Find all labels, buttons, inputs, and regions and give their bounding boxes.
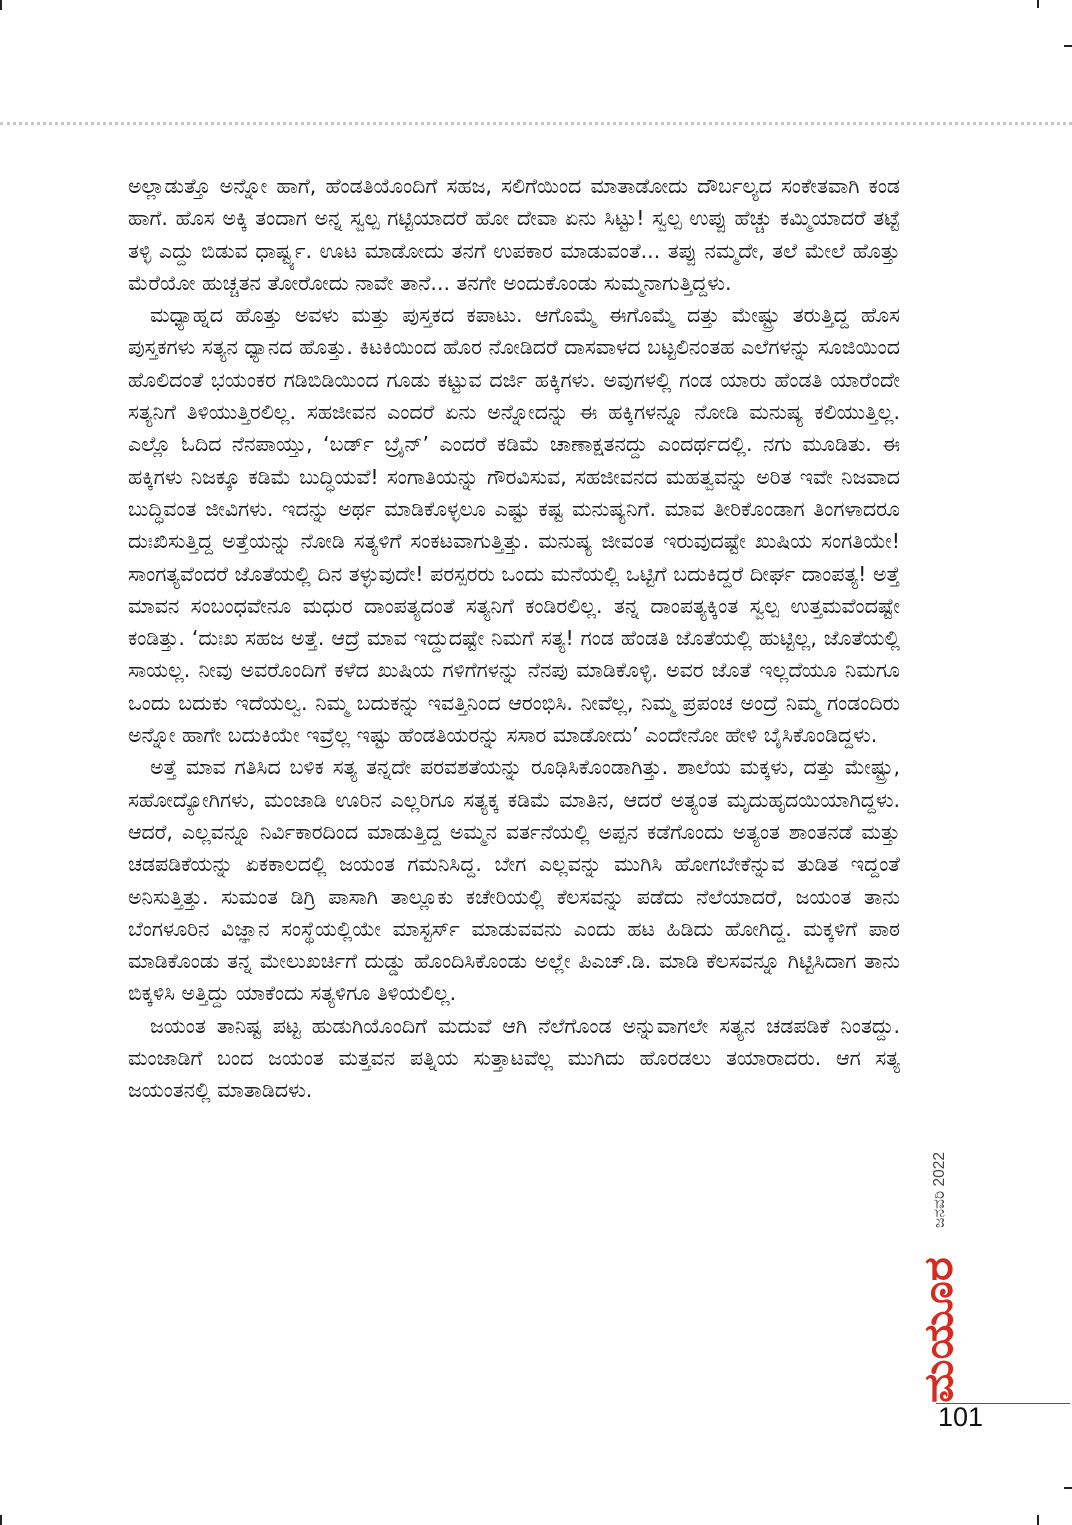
paragraph: ಅಲ್ಲಾಡುತ್ತೊ ಅನ್ನೋ ಹಾಗೆ, ಹೆಂಡತಿಯೊಂದಿಗೆ ಸಹಜ, ಸಲಿಗೆಯಿಂದ ಮಾತಾಡೋದು ದೌರ್ಬಲ್ಯದ ಸಂಕೇತವಾಗಿ ಕಂಡ ಹಾಗೆ. ಹೊಸ ಅಕ್ಕಿ ತಂದಾಗ ಅನ್ನ ಸ್ವಲ್ಪ ಗಟ್ಟಿಯಾದರೆ ಹೋ ದೇವಾ ಏನು ಸಿಟ್ಟು! ಸ್ವಲ್ಪ ಉಪ್ಪು ಹೆಚ್ಚು ಕಮ್ಮಿಯಾದರೆ ತಟ್ಟೆ ತಳ್ಳಿ ಎದ್ದು ಬಿಡುವ ಧಾರ್ಷ್ಟ್ಯ. ಊಟ ಮಾಡೋದು ತನಗೆ ಉಪಕಾರ ಮಾಡುವಂತೆ... ತಪ್ಪು ನಮ್ಮದೇ, ತಲೆ ಮೇಲೆ ಹೊತ್ತು ಮೆರೆಯೋ ಹುಚ್ಚತನ ತೋರೋದು ನಾವೇ ತಾನೆ... ತನಗೇ ಅಂದುಕೊಂಡು ಸುಮ್ಮನಾಗುತ್ತಿದ್ದಳು. <box>128 174 900 295</box>
page-number: 101 <box>938 1402 984 1432</box>
crop-mark-bottom-right-horizontal <box>1064 1487 1072 1489</box>
crop-mark-top-right-horizontal <box>1064 45 1072 47</box>
paragraph: ಮಧ್ಯಾಹ್ನದ ಹೊತ್ತು ಅವಳು ಮತ್ತು ಪುಸ್ತಕದ ಕಪಾಟು. ಆಗೊಮ್ಮೆ ಈಗೊಮ್ಮೆ ದತ್ತು ಮೇಷ್ಟ್ರು ತರುತ್ತಿದ್ದ ಹೊಸ ಪುಸ್ತಕಗಳು ಸತ್ಯನ ಧ್ಯಾನದ ಹೊತ್ತು. ಕಿಟಕಿಯಿಂದ ಹೊರ ನೋಡಿದರೆ ದಾಸವಾಳದ ಬಟ್ಟಲಿನಂತಹ ಎಲೆಗಳನ್ನು ಸೂಜಿಯಿಂದ ಹೊಲಿದಂತೆ ಭಯಂಕರ ಗಡಿಬಿಡಿಯಿಂದ ಗೂಡು ಕಟ್ಟುವ ದರ್ಜಿ ಹಕ್ಕಿಗಳು. ಅವುಗಳಲ್ಲಿ ಗಂಡ ಯಾರು ಹೆಂಡತಿ ಯಾರೆಂದೇ ಸತ್ಯನಿಗೆ ತಿಳಿಯುತ್ತಿರಲಿಲ್ಲ. ಸಹಜೀವನ ಎಂದರೆ ಏನು ಅನ್ನೋದನ್ನು ಈ ಹಕ್ಕಿಗಳನ್ನೂ ನೋಡಿ ಮನುಷ್ಯ ಕಲಿಯುತ್ತಿಲ್ಲ. ಎಲ್ಲೊ ಓದಿದ ನೆನಪಾಯ್ತು, ‘ಬರ್ಡ್ ಬ್ರೈನ್’ ಎಂದರೆ ಕಡಿಮೆ ಚಾಣಾಕ್ಷತನದ್ದು ಎಂದರ್ಥದಲ್ಲಿ. ನಗು ಮೂಡಿತು. ಈ ಹಕ್ಕಿಗಳು ನಿಜಕ್ಕೂ ಕಡಿಮೆ ಬುದ್ಧಿಯವೆ! ಸಂಗಾತಿಯನ್ನು ಗೌರವಿಸುವ, ಸಹಜೀವನದ ಮಹತ್ವವನ್ನು ಅರಿತ ಇವೇ ನಿಜವಾದ ಬುದ್ಧಿವಂತ ಜೀವಿಗಳು. ಇದನ್ನು ಅರ್ಥ ಮಾಡಿಕೊಳ್ಳಲೂ ಎಷ್ಟು ಕಷ್ಟ ಮನುಷ್ಯನಿಗೆ. ಮಾವ ತೀರಿಕೊಂಡಾಗ ತಿಂಗಳಾದರೂ ದುಃಖಿಸುತ್ತಿದ್ದ ಅತ್ತೆಯನ್ನು ನೋಡಿ ಸತ್ಯಳಿಗೆ ಸಂಕಟವಾಗುತ್ತಿತ್ತು. ಮನುಷ್ಯ ಜೀವಂತ ಇರುವುದಷ್ಟೇ ಖುಷಿಯ ಸಂಗತಿಯೇ! ಸಾಂಗತ್ಯವೆಂದರೆ ಜೊತೆಯಲ್ಲಿ ದಿನ ತಳ್ಳುವುದೇ! ಪರಸ್ಪರರು ಒಂದು ಮನೆಯಲ್ಲಿ ಒಟ್ಟಿಗೆ ಬದುಕಿದ್ದರೆ ದೀರ್ಘ ದಾಂಪತ್ಯ! ಅತ್ತೆ ಮಾವನ ಸಂಬಂಧವೇನೂ ಮಧುರ ದಾಂಪತ್ಯದಂತೆ ಸತ್ಯನಿಗೆ ಕಂಡಿರಲಿಲ್ಲ. ತನ್ನ ದಾಂಪತ್ಯಕ್ಕಿಂತ ಸ್ವಲ್ಪ ಉತ್ತಮವೆಂದಷ್ಟೇ ಕಂಡಿತ್ತು. ‘ದುಃಖ ಸಹಜ ಅತ್ತೆ. ಆದ್ರೆ ಮಾವ ಇದ್ದುದಷ್ಟೇ ನಿಮಗೆ ಸತ್ಯ! ಗಂಡ ಹೆಂಡತಿ ಜೊತೆಯಲ್ಲಿ ಹುಟ್ಟಿಲ್ಲ, ಜೊತೆಯಲ್ಲಿ ಸಾಯಲ್ಲ. ನೀವು ಅವರೊಂದಿಗೆ ಕಳೆದ ಖುಷಿಯ ಗಳಿಗೆಗಳನ್ನು ನೆನಪು ಮಾಡಿಕೊಳ್ಳಿ. ಅವರ ಜೊತೆ ಇಲ್ಲದೆಯೂ ನಿಮಗೂ ಒಂದು ಬದುಕು ಇದೆಯಲ್ವ. ನಿಮ್ಮ ಬದುಕನ್ನು ಇವತ್ತಿನಿಂದ ಆರಂಭಿಸಿ. ನೀವೆಲ್ಲ, ನಿಮ್ಮ ಪ್ರಪಂಚ ಅಂದ್ರೆ ನಿಮ್ಮ ಗಂಡಂದಿರು ಅನ್ನೋ ಹಾಗೇ ಬದುಕಿಯೇ ಇವ್ರೆಲ್ಲ ಇಷ್ಟು ಹೆಂಡತಿಯರನ್ನು ಸಸಾರ ಮಾಡೋದು’ ಎಂದೇನೋ ಹೇಳಿ ಬೈಸಿಕೊಂಡಿದ್ದಳು. <box>128 303 900 748</box>
crop-mark-bottom-left <box>0 1515 2 1525</box>
magazine-logo-text: ಮಯೂರ <box>916 1275 962 1403</box>
crop-mark-top-right-vertical <box>1037 0 1039 8</box>
paragraph: ಜಯಂತ ತಾನಿಷ್ಟ ಪಟ್ಟ ಹುಡುಗಿಯೊಂದಿಗೆ ಮದುವೆ ಆಗಿ ನೆಲೆಗೊಂಡ ಅನ್ನುವಾಗಲೇ ಸತ್ಯನ ಚಡಪಡಿಕೆ ನಿಂತದ್ದು. ಮಂಜಾಡಿಗೆ ಬಂದ ಜಯಂತ ಮತ್ತವನ ಪತ್ನಿಯ ಸುತ್ತಾಟವೆಲ್ಲ ಮುಗಿದು ಹೊರಡಲು ತಯಾರಾದರು. ಆಗ ಸತ್ಯ ಜಯಂತನಲ್ಲಿ ಮಾತಾಡಿದಳು. <box>128 1013 900 1103</box>
issue-date: ಜನವರಿ 2022 <box>931 1152 948 1228</box>
paragraph: ಅತ್ತೆ ಮಾವ ಗತಿಸಿದ ಬಳಿಕ ಸತ್ಯ ತನ್ನದೇ ಪರವಶತೆಯನ್ನು ರೂಢಿಸಿಕೊಂಡಾಗಿತ್ತು. ಶಾಲೆಯ ಮಕ್ಕಳು, ದತ್ತು ಮೇಷ್ಟ್ರು, ಸಹೋದ್ಯೋಗಿಗಳು, ಮಂಜಾಡಿ ಊರಿನ ಎಲ್ಲರಿಗೂ ಸತ್ಯಕ್ಕ ಕಡಿಮೆ ಮಾತಿನ, ಆದರೆ ಅತ್ಯಂತ ಮೃದುಹೃದಯಿಯಾಗಿದ್ದಳು. ಆದರೆ, ಎಲ್ಲವನ್ನೂ ನಿರ್ವಿಕಾರದಿಂದ ಮಾಡುತ್ತಿದ್ದ ಅಮ್ಮನ ವರ್ತನೆಯಲ್ಲಿ ಅಪ್ಪನ ಕಡೆಗೊಂದು ಅತ್ಯಂತ ಶಾಂತನಡೆ ಮತ್ತು ಚಡಪಡಿಕೆಯನ್ನು ಏಕಕಾಲದಲ್ಲಿ ಜಯಂತ ಗಮನಿಸಿದ್ದ. ಬೇಗ ಎಲ್ಲವನ್ನು ಮುಗಿಸಿ ಹೋಗಬೇಕೆನ್ನುವ ತುಡಿತ ಇದ್ದಂತೆ ಅನಿಸುತ್ತಿತ್ತು. ಸುಮಂತ ಡಿಗ್ರಿ ಪಾಸಾಗಿ ತಾಲ್ಲೂಕು ಕಚೇರಿಯಲ್ಲಿ ಕೆಲಸವನ್ನು ಪಡೆದು ನೆಲೆಯಾದರೆ, ಜಯಂತ ತಾನು ಬೆಂಗಳೂರಿನ ವಿಜ್ಞಾನ ಸಂಸ್ಥೆಯಲ್ಲಿಯೇ ಮಾಸ್ಟರ್ಸ್ ಮಾಡುವವನು ಎಂದು ಹಟ ಹಿಡಿದು ಹೋಗಿದ್ದ. ಮಕ್ಕಳಿಗೆ ಪಾಠ ಮಾಡಿಕೊಂಡು ತನ್ನ ಮೇಲುಖರ್ಚಿಗೆ ದುಡ್ಡು ಹೊಂದಿಸಿಕೊಂಡು ಅಲ್ಲೇ ಪಿಎಚ್.ಡಿ. ಮಾಡಿ ಕೆಲಸವನ್ನೂ ಗಿಟ್ಟಿಸಿದಾಗ ತಾನು ಬಿಕ್ಕಳಿಸಿ ಅತ್ತಿದ್ದು ಯಾಕೆಂದು ಸತ್ಯಳಿಗೂ ತಿಳಿಯಲಿಲ್ಲ. <box>128 755 900 1006</box>
header-dotted-rule <box>0 122 1072 125</box>
crop-mark-bottom-right-vertical <box>1037 1515 1039 1525</box>
article-body <box>128 170 900 1107</box>
crop-mark-top-left <box>0 0 2 10</box>
magazine-logo <box>912 1255 962 1405</box>
